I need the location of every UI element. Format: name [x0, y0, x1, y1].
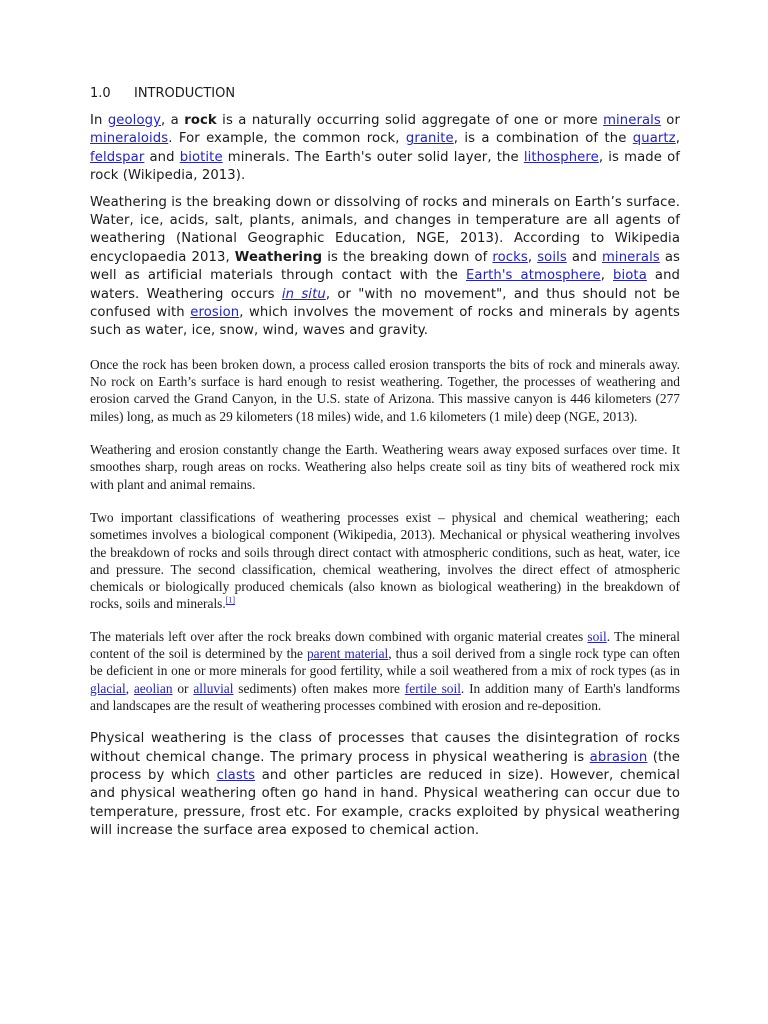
link-minerals[interactable]: minerals: [603, 113, 661, 128]
text-run: , which involves the movement of rocks and minerals by agents such as water, ice, snow, wind, waves and gravity.: [90, 305, 681, 339]
link-quartz[interactable]: quartz: [632, 131, 676, 147]
text-run: ,: [675, 131, 680, 147]
paragraph-weathering-definition: [90, 194, 680, 341]
link-mineraloids[interactable]: mineraloids: [90, 131, 169, 147]
text-run: . For example, the common rock,: [168, 131, 406, 147]
text-run: or: [660, 113, 680, 128]
link-feldspar[interactable]: feldspar: [90, 149, 145, 165]
link-abrasion[interactable]: abrasion: [589, 749, 648, 765]
bold-weathering: Weathering: [234, 249, 323, 265]
text-run: . The mineral content of the soil is determined by the: [90, 628, 680, 662]
link-alluvial[interactable]: alluvial: [193, 680, 234, 696]
section-heading: [90, 85, 680, 103]
text-run: and waters. Weathering occurs: [90, 268, 681, 302]
link-glacial[interactable]: glacial: [90, 680, 126, 696]
paragraph-erosion: Once the rock has been broken down, a process called erosion transports the bits of rock and minerals away. No rock on Earth’s surface is hard enough to resist weathering. Together, the processes of weathering and erosion carved the Grand Canyon, in the U.S. state of Arizona. This massive canyon is 446 kilometers (277 miles) long, as much as 29 kilometers (18 miles) wide, and 1.6 kilometers (1 mile) deep (NGE, 2013).: [90, 356, 680, 424]
link-soils[interactable]: soils: [537, 249, 567, 265]
paragraph-classifications: [90, 509, 680, 613]
link-in-situ[interactable]: [282, 287, 326, 302]
text-run: , a: [161, 113, 185, 128]
text-run: as well as artificial materials through contact with the: [90, 249, 680, 284]
text-run: Physical weathering is the class of processes that causes the disintegration of rocks without chemical change. The primary process in physical weathering is: [90, 731, 680, 765]
text-run: , is a combination of the: [453, 131, 633, 147]
link-erosion[interactable]: erosion: [190, 305, 240, 321]
link-parent-material[interactable]: parent material: [306, 646, 389, 662]
link-clasts[interactable]: clasts: [216, 768, 256, 784]
text-run: is a naturally occurring solid aggregate of one or more: [216, 113, 604, 128]
section-title: INTRODUCTION: [134, 86, 236, 101]
text-run: . In addition many of Earth's landforms and landscapes are the result of weathering processes combined with erosion and re-deposition.: [90, 680, 680, 713]
text-run: , is made of rock (Wikipedia, 2013).: [90, 149, 680, 184]
text-run: , thus a soil derived from a single rock type can often be deficient in one or more minerals for good fertility, while a soil weathered from a mix of rock types (as in: [90, 646, 681, 679]
text-run: , or "with no movement", and thus should not be confused with: [90, 286, 681, 321]
text-run: In: [90, 113, 108, 128]
text-run: minerals. The Earth's outer solid layer, the: [222, 149, 524, 165]
bold-rock: rock: [184, 113, 217, 128]
paragraph-physical-weathering: [90, 730, 680, 840]
text-run: ,: [600, 268, 614, 284]
text-run: and: [566, 249, 602, 265]
link-aeolian[interactable]: aeolian: [133, 680, 173, 696]
section-number: 1.0: [90, 86, 111, 101]
text-run: sediments) often makes more: [233, 680, 405, 696]
text-run: is the breaking down of: [322, 249, 493, 265]
paragraph-rock-definition: [90, 112, 680, 186]
link-minerals-2[interactable]: minerals: [601, 249, 660, 265]
link-biota[interactable]: biota: [613, 268, 647, 284]
link-lithosphere[interactable]: lithosphere: [523, 149, 599, 165]
paragraph-soil: [90, 628, 680, 714]
italic-in-situ: in situ: [281, 286, 326, 302]
link-geology[interactable]: geology: [107, 113, 161, 128]
link-biotite[interactable]: biotite: [179, 149, 223, 165]
text-run: ,: [527, 249, 538, 265]
text-run: Weathering is the breaking down or dissolving of rocks and minerals on Earth’s surface. Water, ice, acids, salt, plants, animals, and changes in temperature are all agents of weathering (National Geographic Education, NGE, 2013). According to Wikipedia encyclopaedia 2013,: [90, 194, 680, 265]
text-run: Two important classifications of weathering processes exist – physical and chemical weathering; each sometimes involves a biological component (Wikipedia, 2013). Mechanical or physical weathering involves the breakdown of rocks and soils through direct contact with atmospheric conditions, such as heat, water, ice and pressure. The second classification, chemical weathering, involves the direct effect of atmospheric chemicals or biologically produced chemicals (also known as biological weathering) in the breakdown of rocks, soils and minerals.: [90, 509, 680, 612]
text-run: and other particles are reduced in size). However, chemical and physical weathering often go hand in hand. Physical weathering can occur due to temperature, pressure, frost etc. For example, cracks exploited by physical weathering will increase the surface area exposed to chemical action.: [90, 768, 680, 839]
link-rocks[interactable]: rocks: [492, 249, 528, 265]
document-page: [90, 85, 680, 841]
link-soil[interactable]: soil: [587, 628, 607, 644]
paragraph-earth-change: Weathering and erosion constantly change the Earth. Weathering wears away exposed surfaces over time. It smoothes sharp, rough areas on rocks. Weathering also helps create soil as tiny bits of weathered rock mix with plant and animal remains.: [90, 442, 680, 492]
text-run: or: [172, 680, 194, 696]
text-run: and: [144, 149, 180, 165]
link-fertile-soil[interactable]: fertile soil: [404, 680, 461, 696]
text-run: The materials left over after the rock breaks down combined with organic material creates: [90, 628, 588, 644]
link-earths-atmosphere[interactable]: Earth's atmosphere: [465, 268, 601, 284]
link-granite[interactable]: granite: [405, 131, 454, 147]
text-run: (the process by which: [90, 749, 680, 784]
text-run: ,: [125, 680, 134, 696]
footnote-ref-1[interactable]: [1]: [225, 595, 236, 605]
